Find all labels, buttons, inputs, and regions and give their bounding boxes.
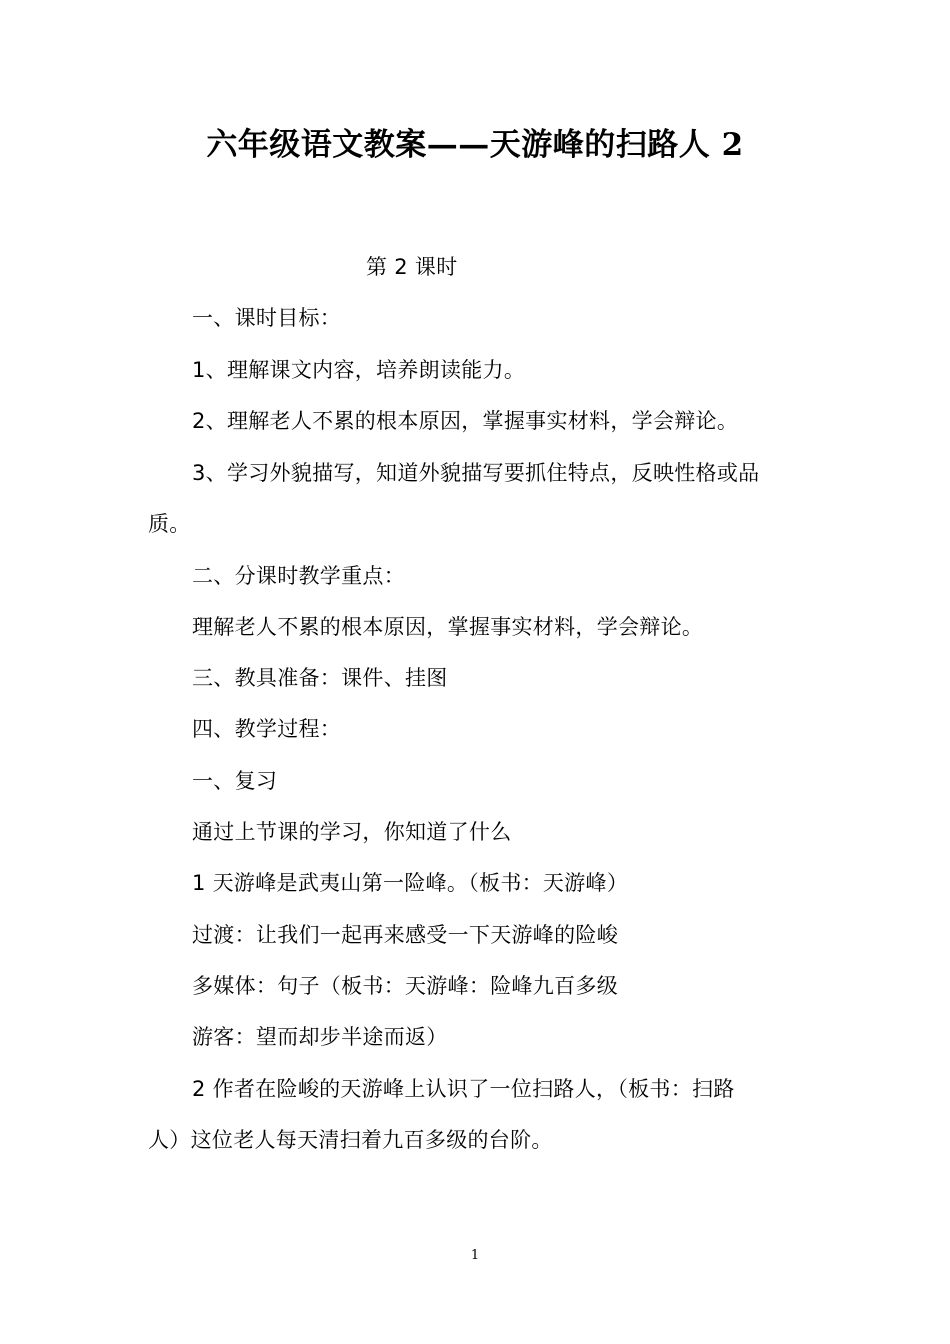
document-title: 六年级语文教案——天游峰的扫路人 2 — [206, 127, 744, 163]
section-heading-materials: 三、教具准备：课件、挂图 — [192, 666, 448, 690]
paragraph-line: 通过上节课的学习，你知道了什么 — [192, 820, 512, 844]
paragraph-line: 3、学习外貌描写，知道外貌描写要抓住特点，反映性格或品 — [192, 461, 760, 485]
paragraph-line-continuation: 人）这位老人每天清扫着九百多级的台阶。 — [148, 1128, 553, 1152]
paragraph-line: 理解老人不累的根本原因，掌握事实材料，学会辩论。 — [192, 615, 704, 639]
section-heading-key-points: 二、分课时教学重点： — [192, 564, 405, 588]
section-heading-objectives: 一、课时目标： — [192, 306, 342, 330]
paragraph-line-continuation: 质。 — [148, 512, 191, 536]
paragraph-line: 1、理解课文内容，培养朗读能力。 — [192, 358, 526, 382]
paragraph-line: 2 作者在险峻的天游峰上认识了一位扫路人，（板书：扫路 — [192, 1077, 735, 1101]
paragraph-line: 2、理解老人不累的根本原因，掌握事实材料，学会辩论。 — [192, 409, 739, 433]
section-heading-process: 四、教学过程： — [192, 717, 342, 741]
paragraph-line: 游客：望而却步半途而返） — [192, 1025, 448, 1049]
paragraph-line: 多媒体：句子（板书：天游峰：险峰九百多级 — [192, 974, 618, 998]
page-number: 1 — [470, 1248, 480, 1263]
paragraph-line: 过渡：让我们一起再来感受一下天游峰的险峻 — [192, 923, 618, 947]
section-heading-review: 一、复习 — [192, 769, 278, 793]
paragraph-line: 1 天游峰是武夷山第一险峰。（板书：天游峰） — [192, 871, 629, 895]
lesson-period-heading: 第 2 课时 — [366, 255, 458, 279]
